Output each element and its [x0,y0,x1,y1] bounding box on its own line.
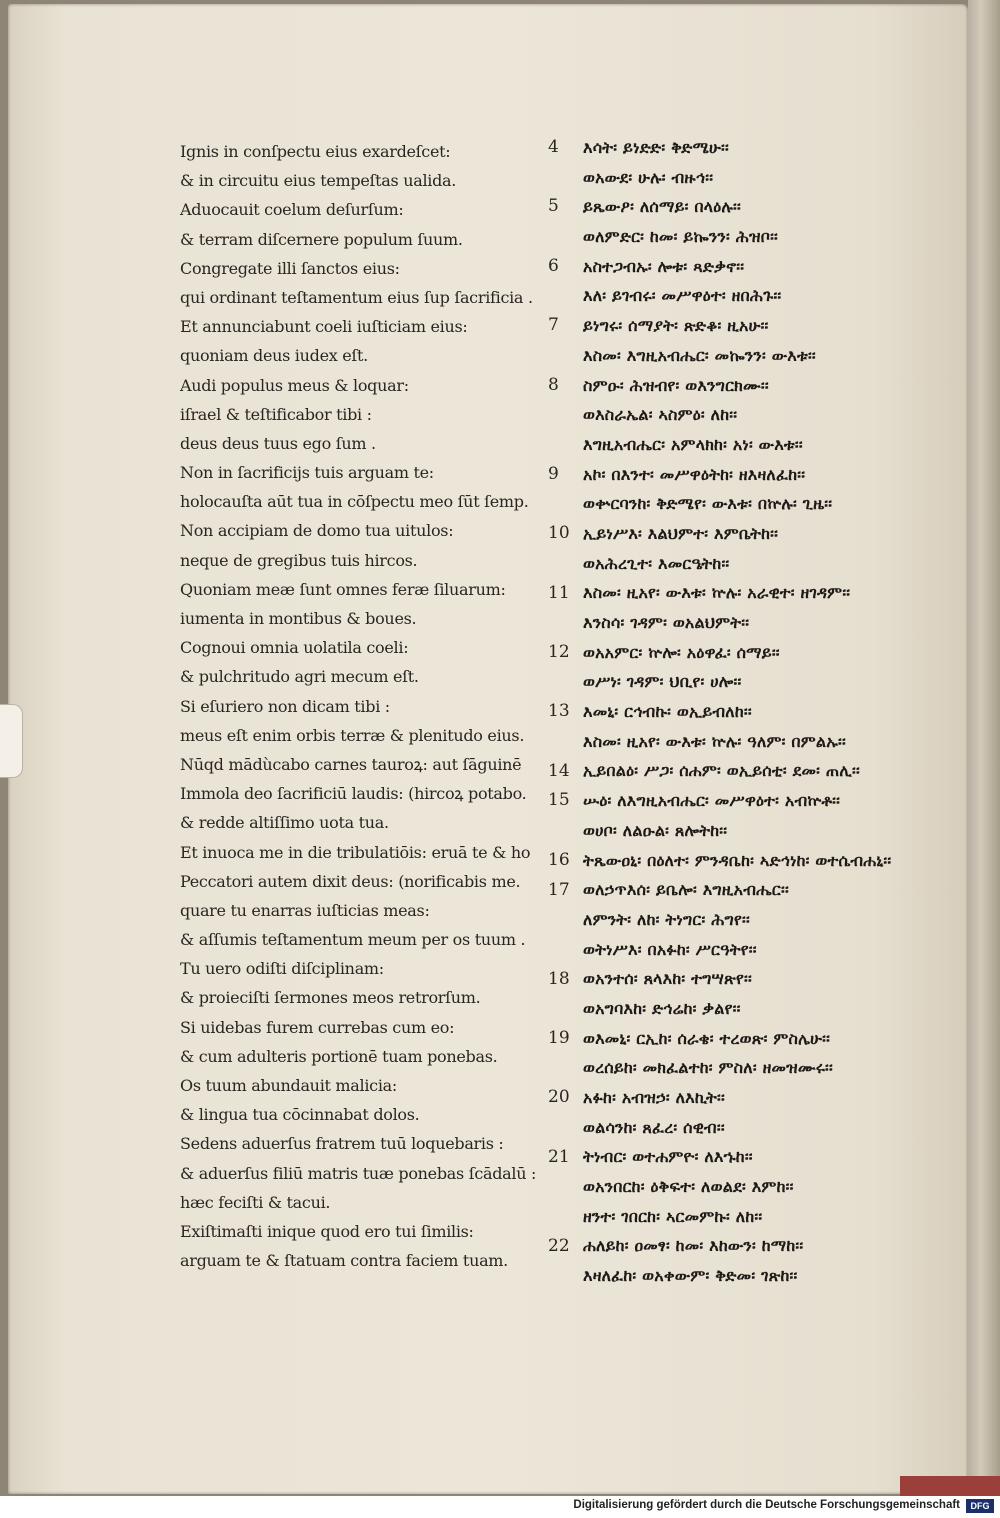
ethiopic-line: ወረሰይከ፡ መክፈልተከ፡ ምስለ፡ ዘመዝሙሩ፡፡ [583,1058,833,1078]
cover-edge [900,1476,1000,1496]
latin-line: Os tuum abundauit malicia: [180,1076,397,1095]
verse-number: 5 [548,196,559,217]
latin-line: Non accipiam de domo tua uitulos: [180,521,454,541]
latin-line: & lingua tua cōcinnabat dolos. [180,1105,420,1125]
verse-number: 15 [548,790,570,811]
ethiopic-line: እዛለፈከ፡ ወአቀውም፡ ቅድመ፡ ገጽከ፡፡ [583,1266,798,1286]
latin-line: quare tu enarras iuſticias meas: [180,900,430,920]
latin-line: Non in ſacrificijs tuis arguam te: [180,463,434,483]
verse-number: 10 [548,523,570,544]
verse-number: 4 [548,137,559,157]
latin-line: & in circuitu eius tempeſtas ualida. [180,171,457,191]
ethiopic-line: ወሥነ፡ ገዳም፡ ህቢየ፡ ሀሎ፡፡ [583,672,742,692]
latin-column [180,137,537,1275]
ethiopic-line: ወአሕረጊተ፡ እመርዔትከ፡፡ [583,553,730,573]
ethiopic-line: ወትነሥእ፡ በአፉከ፡ ሥርዓትየ፡፡ [583,939,757,959]
latin-line: & cum adulteris portionē tuam ponebas. [180,1046,498,1066]
latin-line: qui ordinant teſtamentum eius ſup ſacrificia . [180,287,533,307]
footer-bar [0,1496,1000,1518]
latin-line: Aduocauit coelum deſurſum: [180,200,404,220]
ethiopic-line: ወአንበርከ፡ ዕቅፍተ፡ ለወልደ፡ እምከ፡፡ [583,1177,794,1197]
ethiopic-line: እግዚአብሔር፡ አምላክከ፡ አነ፡ ውእቱ፡፡ [583,434,803,454]
ethiopic-line: ትጼውዐኒ፡ በዕለተ፡ ምንዳቤከ፡ ኣድኅነከ፡ ወተሴብሐኒ፡፡ [583,850,892,870]
ethiopic-line: አኮ፡ በእንተ፡ መሥዋዕትከ፡ ዘእዛለፈከ፡፡ [583,464,806,484]
latin-line: hæc feciſti & tacui. [180,1192,331,1212]
verse-number: 19 [548,1028,570,1048]
ethiopic-line: ትነብር፡ ወተሐምዮ፡ ለእኁከ፡፡ [583,1147,753,1167]
verse-number: 14 [548,760,570,781]
ethiopic-line: አፉከ፡ አብዝኃ፡ ለእኪት፡፡ [583,1088,725,1107]
verse-number: 18 [548,968,570,989]
latin-line: Tu uero odiſti diſciplinam: [180,959,384,979]
latin-line: Peccatori autem dixit deus: (norificabis me. [180,871,521,891]
latin-line: Nūqd mādùcabo carnes tauroꝝ: aut ſāguinē [180,754,522,774]
ethiopic-line: እንስሳ፡ ገዳም፡ ወአልህምት፡፡ [583,613,750,632]
latin-line: & aſſumis teſtamentum meum per os tuum . [180,930,526,950]
latin-line: deus deus tuus ego ſum . [180,433,376,453]
facing-page-edge [968,0,1000,1496]
latin-line: Congregate illi ſanctos eius: [180,258,400,278]
latin-line: holocauſta aūt tua in cōſpectu meo ſūt ſemp. [180,492,529,512]
verse-number: 12 [548,641,570,662]
ethiopic-line: ወአአምር፡ ኵሎ፡ አዕዋፈ፡ ሰማይ፡፡ [583,642,780,662]
ethiopic-line: ወለኃጥእሰ፡ ይቤሎ፡ እግዚአብሔር፡፡ [583,880,789,900]
verse-number: 22 [548,1235,570,1256]
ethiopic-line: ወለምድር፡ ከመ፡ ይኰንን፡ ሕዝቦ፡፡ [583,227,779,247]
verse-number: 9 [548,463,559,484]
verse-number: 16 [548,849,570,870]
verse-number: 6 [548,255,559,276]
ethiopic-line: ወእስራኤል፡ ኣስምዕ፡ ለከ፡፡ [583,405,738,425]
latin-line: meus eſt enim orbis terræ & plenitudo eius. [180,725,525,745]
funding-notice: Digitalisierung gefördert durch die Deutsche Forschungsgemeinschaft [573,1499,960,1511]
verse-number: 11 [548,582,570,603]
ethiopic-line: እስመ፡ እግዚአብሔር፡ መኰንን፡ ውእቱ፡፡ [583,345,816,365]
latin-line: arguam te & ſtatuam contra faciem tuam. [180,1251,508,1271]
ethiopic-line: ወእመኒ፡ ርኢከ፡ ሰራቄ፡ ተረወጽ፡ ምስሌሁ፡፡ [583,1028,831,1048]
latin-line: Si uidebas furem currebas cum eo: [180,1017,455,1037]
latin-line: & pulchritudo agri mecum eſt. [180,667,419,687]
ethiopic-line: ወአግባእከ፡ ድኅሬከ፡ ቃልየ፡፡ [583,998,741,1018]
latin-line: & redde altiſſimo uota tua. [180,813,389,833]
latin-line: Immola deo ſacrificiū laudis: (hircoꝝ potabo. [180,784,527,804]
dfg-logo: DFG [966,1499,994,1513]
ethiopic-line: ስምዑ፡ ሕዝብየ፡ ወእንግርክሙ፡፡ [583,375,769,395]
verse-number: 7 [548,315,559,336]
latin-line: iumenta in montibus & boues. [180,609,417,628]
latin-line: Si eſuriero non dicam tibi : [180,696,390,716]
ethiopic-line: ወሀቦ፡ ለልዑል፡ ጸሎትከ፡፡ [583,820,728,840]
ethiopic-line: ወአውደ፡ ሁሉ፡ ብዙኅ፡፡ [583,167,714,187]
latin-line: Cognoui omnia uolatila coeli: [180,638,409,658]
ethiopic-line: እመኒ፡ ርኅብኩ፡ ወኢይብለከ፡፡ [583,702,752,722]
verse-number: 21 [548,1146,570,1167]
verse-number: 13 [548,701,570,722]
ethiopic-line: ይጼውዖ፡ ለሰማይ፡ በላዕሉ፡፡ [583,197,741,217]
verse-number: 20 [548,1087,570,1108]
verse-number: 8 [548,374,559,395]
ethiopic-line: እሳት፡ ይነድድ፡ ቅድሜሁ፡፡ [583,138,729,157]
ethiopic-line: ወልሳንከ፡ ጸፈረ፡ ሰዊብ፡፡ [583,1117,725,1137]
ethiopic-line: እስመ፡ ዚአየ፡ ውእቱ፡ ኵሉ፡ ዓለም፡ በምልኡ፡፡ [583,731,847,751]
ethiopic-line: ኢይበልዕ፡ ሥጋ፡ ሰሐም፡ ወኢይሰቲ፡ ደመ፡ ጠሊ፡፡ [583,761,860,781]
latin-line: quoniam deus iudex eſt. [180,346,368,366]
latin-line: iſrael & teſtificabor tibi : [180,404,372,424]
ethiopic-line: ሐለይከ፡ ዐመፃ፡ ከመ፡ እከውን፡ ከማከ፡፡ [583,1236,804,1256]
ethiopic-line: ኢይነሥእ፡ እልህምተ፡ እምቤትከ፡፡ [583,523,779,543]
ethiopic-line: ይነግሩ፡ ሰማያት፡ ጽድቆ፡ ዚአሁ፡፡ [583,316,769,336]
latin-line: & proieciſti ſermones meos retrorſum. [180,988,481,1008]
binding-clip [0,704,23,778]
verse-number: 17 [548,879,570,900]
latin-line: Quoniam meæ ſunt omnes feræ ſiluarum: [180,579,506,599]
ethiopic-line: ሡዕ፡ ለእግዚአብሔር፡ መሥዋዕተ፡ አብኵቶ፡፡ [583,791,841,811]
latin-line: Audi populus meus & loquar: [180,375,409,395]
latin-line: Exiſtimaſti inique quod ero tui ſimilis: [180,1221,474,1241]
latin-line: Et inuoca me in die tribulatiōis: eruā te & ho [180,842,531,862]
latin-line: & terram diſcernere populum ſuum. [180,229,463,249]
ethiopic-line: ለምንት፡ ለከ፡ ትነግር፡ ሕግየ፡፡ [583,909,750,929]
ethiopic-line: ወአንተሰ፡ ጸላእከ፡ ተግሣጽየ፡፡ [583,969,752,989]
ethiopic-line: እስመ፡ ዚአየ፡ ውእቱ፡ ኵሉ፡ አራዊተ፡ ዘገዳም፡፡ [583,583,851,603]
latin-line: & aduerſus filiū matris tuæ ponebas ſcādalū : [180,1163,537,1183]
ethiopic-line: አስተጋብኡ፡ ሎቱ፡ ጻድቃኖ፡፡ [583,256,745,276]
ethiopic-column [583,133,963,1291]
ethiopic-line: ወቍርባንከ፡ ቅድሜየ፡ ውእቱ፡ በኵሉ፡ ጊዜ፡፡ [583,494,833,514]
latin-line: Sedens aduerſus fratrem tuū loquebaris : [180,1134,504,1154]
latin-line: Ignis in conſpectu eius exardeſcet: [180,142,451,161]
ethiopic-line: ዘንተ፡ ገበርከ፡ ኣርመምኩ፡ ለከ፡፡ [583,1206,763,1226]
ethiopic-line: እለ፡ ይገብሩ፡ መሥዋዕተ፡ ዘበሕጉ፡፡ [583,286,782,306]
latin-line: Et annunciabunt coeli iuſticiam eius: [180,317,468,337]
latin-line: neque de gregibus tuis hircos. [180,550,418,570]
